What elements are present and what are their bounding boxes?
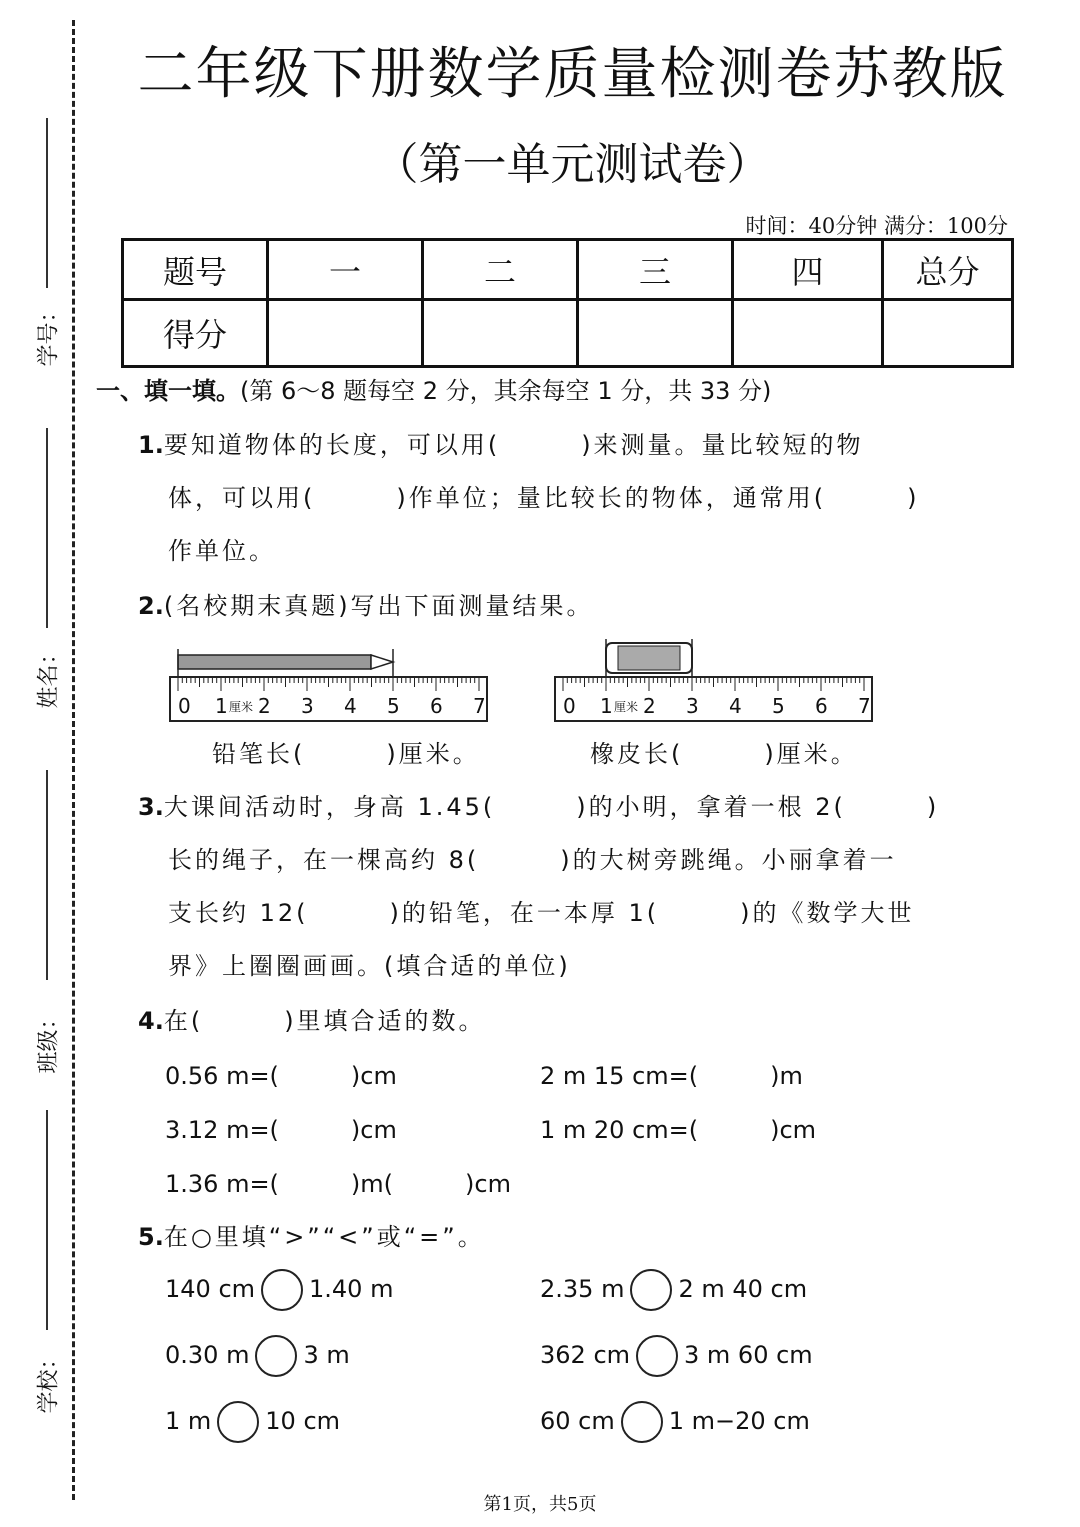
eraser-ruler-figure <box>545 635 885 730</box>
question-number: 1. <box>138 431 164 459</box>
binding-dashed-line <box>72 20 75 1500</box>
question-number: 3. <box>138 793 164 821</box>
pencil-tip <box>371 655 393 669</box>
score-header-cell: 一 <box>268 240 423 300</box>
compare-item <box>165 1269 393 1311</box>
score-header-cell: 四 <box>733 240 883 300</box>
ruler-number: 4 <box>729 694 742 718</box>
score-input-cell[interactable] <box>883 300 1013 367</box>
conversion-item: 1.36 m=( )m( )cm <box>165 1170 511 1198</box>
compare-item <box>540 1335 813 1377</box>
ruler-number: 0 <box>563 694 576 718</box>
compare-circle[interactable] <box>255 1335 297 1377</box>
compare-left: 140 cm <box>165 1275 256 1303</box>
compare-right: 1 m−20 cm <box>668 1407 810 1435</box>
question-4-line <box>138 1001 486 1036</box>
question-1-line-1 <box>138 425 864 460</box>
compare-right: 10 cm <box>265 1407 341 1435</box>
question-text: 大课间活动时，身高 1.45( )的小明，拿着一根 2( ) <box>163 793 940 821</box>
compare-circle[interactable] <box>217 1401 259 1443</box>
page-subtitle: （第一单元测试卷） <box>374 139 771 190</box>
compare-circle[interactable] <box>261 1269 303 1311</box>
ruler-unit-label: 厘米 <box>229 700 254 714</box>
compare-circle[interactable] <box>630 1269 672 1311</box>
score-input-cell[interactable] <box>578 300 733 367</box>
ruler-number: 3 <box>686 694 699 718</box>
ruler-number: 1 <box>215 694 228 718</box>
score-header-cell: 题号 <box>123 240 268 300</box>
question-number: 5. <box>138 1223 164 1251</box>
pencil-caption: 铅笔长( )厘米。 <box>212 740 480 768</box>
question-1-line-3: 作单位。 <box>168 537 276 565</box>
score-input-cell[interactable] <box>268 300 423 367</box>
pencil-body <box>178 655 371 669</box>
ruler <box>555 639 872 721</box>
score-input-cell[interactable] <box>423 300 578 367</box>
ruler-number: 2 <box>643 694 656 718</box>
compare-left: 362 cm <box>540 1341 631 1369</box>
question-number: 4. <box>138 1007 164 1035</box>
compare-item <box>165 1401 340 1443</box>
compare-left: 1 m <box>165 1407 212 1435</box>
pencil-ruler-figure <box>160 635 500 730</box>
compare-left: 2.35 m <box>540 1275 625 1303</box>
compare-left: 60 cm <box>540 1407 615 1435</box>
compare-left: 0.30 m <box>165 1341 250 1369</box>
compare-right: 2 m 40 cm <box>678 1275 808 1303</box>
eraser-caption: 橡皮长( )厘米。 <box>590 740 858 768</box>
ruler-number: 5 <box>387 694 400 718</box>
score-header-cell: 总分 <box>883 240 1013 300</box>
ruler-number: 4 <box>344 694 357 718</box>
ruler-number: 7 <box>858 694 871 718</box>
student-id-label: 学号： <box>36 300 62 367</box>
ruler-number: 5 <box>772 694 785 718</box>
ruler-number: 6 <box>430 694 443 718</box>
compare-right: 3 m 60 cm <box>684 1341 813 1369</box>
question-5-line <box>138 1217 485 1252</box>
class-label: 班级： <box>36 1007 62 1074</box>
question-1-line-2: 体，可以用( )作单位；量比较长的物体，通常用( ) <box>168 484 920 512</box>
ruler-number: 3 <box>301 694 314 718</box>
name-line <box>46 428 48 628</box>
question-text: (名校期末真题)写出下面测量结果。 <box>163 592 594 620</box>
conversion-item: 3.12 m=( )cm <box>165 1116 397 1144</box>
question-3-line-2: 长的绳子，在一棵高约 8( )的大树旁跳绳。小丽拿着一 <box>168 846 897 874</box>
school-line <box>46 1110 48 1330</box>
ruler-number: 7 <box>473 694 486 718</box>
ruler-number: 0 <box>178 694 191 718</box>
compare-right: 3 m <box>303 1341 350 1369</box>
score-input-cell[interactable] <box>733 300 883 367</box>
question-text: 要知道物体的长度，可以用( )来测量。量比较短的物 <box>163 431 864 459</box>
school-label: 学校： <box>36 1347 62 1414</box>
question-text: 在( )里填合适的数。 <box>163 1007 486 1035</box>
score-header-cell: 二 <box>423 240 578 300</box>
question-3-line-3: 支长约 12( )的铅笔，在一本厚 1( )的《数学大世 <box>168 899 915 927</box>
ruler-number: 6 <box>815 694 828 718</box>
question-3-line-1 <box>138 787 939 822</box>
ruler-number: 2 <box>258 694 271 718</box>
page-title: 二年级下册数学质量检测卷苏教版 <box>137 42 1008 107</box>
section-note: (第 6～8 题每空 2 分，其余每空 1 分，共 33 分) <box>240 377 772 405</box>
compare-circle[interactable] <box>621 1401 663 1443</box>
eraser-body <box>618 646 680 670</box>
name-label: 姓名： <box>36 642 62 709</box>
ruler-unit-label: 厘米 <box>614 700 639 714</box>
page-footer: 第1页，共5页 <box>483 1494 597 1515</box>
compare-item <box>540 1401 810 1443</box>
score-row-label: 得分 <box>123 300 268 367</box>
conversion-item: 0.56 m=( )cm <box>165 1062 397 1090</box>
conversion-item: 2 m 15 cm=( )m <box>540 1062 803 1090</box>
exam-meta: 时间：40分钟 满分：100分 <box>745 214 1008 238</box>
class-line <box>46 770 48 980</box>
section-heading <box>96 371 771 406</box>
question-2-line <box>138 586 594 621</box>
question-number: 2. <box>138 592 164 620</box>
ruler-number: 1 <box>600 694 613 718</box>
section-title: 一、填一填。 <box>96 377 240 405</box>
compare-item <box>540 1269 807 1311</box>
conversion-item: 1 m 20 cm=( )cm <box>540 1116 817 1144</box>
score-header-cell: 三 <box>578 240 733 300</box>
compare-circle[interactable] <box>636 1335 678 1377</box>
ruler <box>170 649 487 721</box>
compare-item <box>165 1335 350 1377</box>
question-text: 在○里填“>”“<”或“=”。 <box>163 1223 485 1251</box>
score-table <box>121 238 1014 368</box>
question-3-line-4: 界》上圈圈画画。(填合适的单位) <box>168 952 571 980</box>
compare-right: 1.40 m <box>309 1275 394 1303</box>
